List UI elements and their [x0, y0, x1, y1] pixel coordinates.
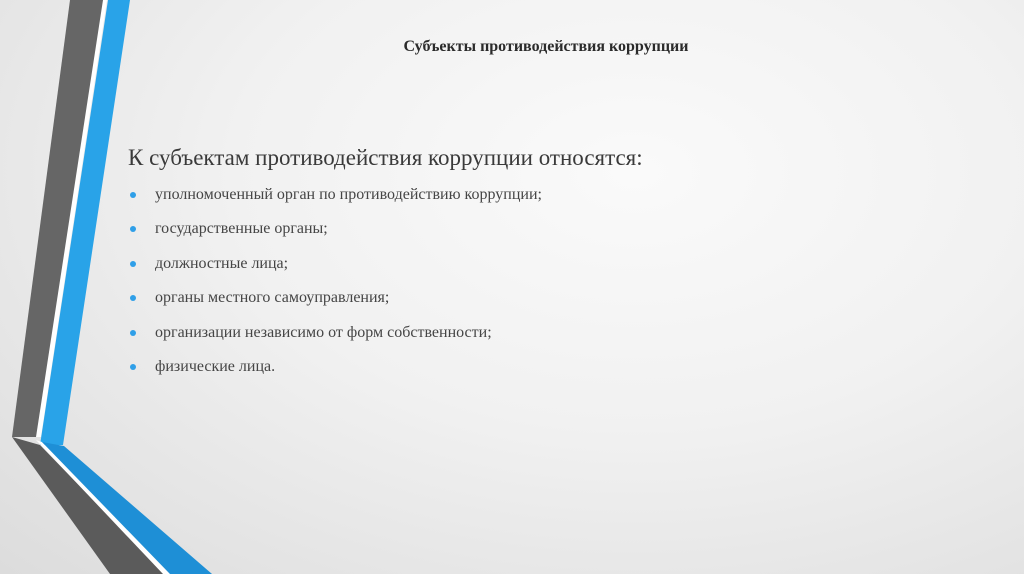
- list-item-text: физические лица.: [155, 357, 276, 375]
- bullet-icon: [130, 192, 136, 198]
- list-item: [128, 217, 948, 251]
- list-item-text: должностные лица;: [155, 254, 289, 272]
- list-item-text: организации независимо от форм собственности;: [155, 323, 492, 341]
- bullet-icon: [130, 226, 136, 232]
- list-item-text: органы местного самоуправления;: [155, 289, 390, 307]
- list-item: [128, 286, 948, 320]
- bullet-icon: [130, 330, 136, 336]
- gray-diagonal: [12, 437, 165, 574]
- subjects-list: [128, 183, 948, 389]
- list-item: [128, 252, 948, 286]
- list-item-text: уполномоченный орган по противодействию коррупции;: [155, 186, 542, 203]
- bullet-icon: [130, 295, 136, 301]
- slide-title: Субъекты противодействия коррупции: [403, 38, 689, 55]
- list-item: [128, 355, 948, 389]
- bullet-icon: [130, 261, 136, 267]
- bullet-icon: [130, 364, 136, 370]
- list-item-text: государственные органы;: [155, 220, 328, 238]
- intro-text: К субъектам противодействия коррупции относятся:: [128, 145, 643, 170]
- list-item: [128, 321, 948, 355]
- list-item: [128, 183, 948, 217]
- slide-content: [128, 140, 948, 389]
